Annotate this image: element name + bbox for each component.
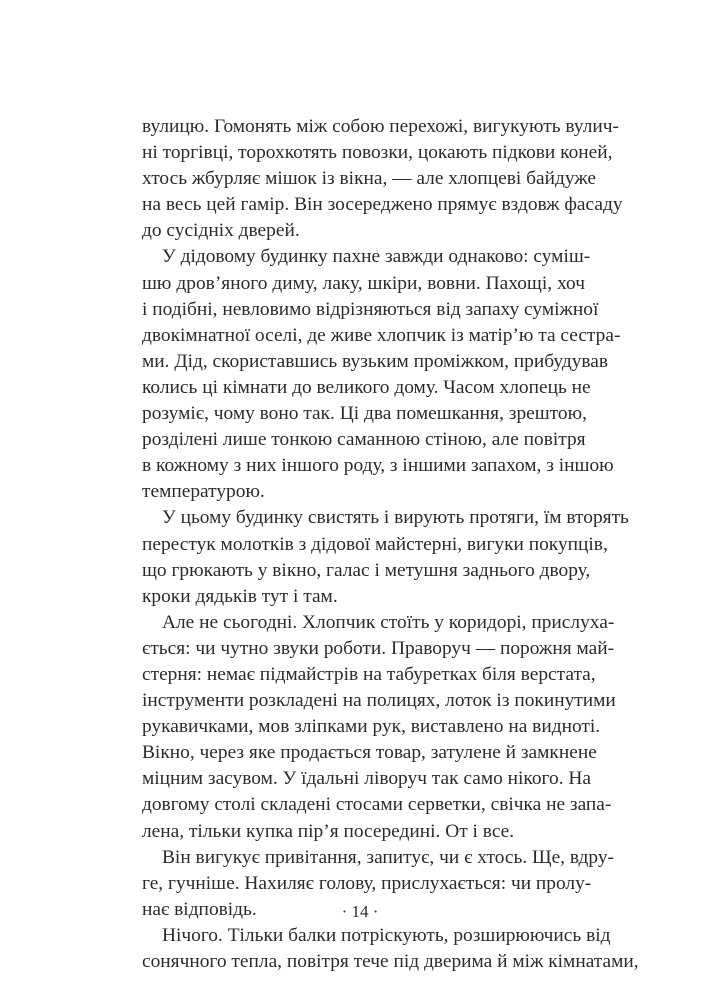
text-line: на весь цей гамір. Він зосереджено прямує вздовж фасаду	[142, 194, 623, 216]
text-line: міцним засувом. У їдальні ліворуч так само нікого. На	[142, 768, 592, 790]
text-line: довгому столі складені стосами серветки, свічка не запа-	[142, 794, 612, 816]
text-line: в кожному з них іншого роду, з іншими запахом, з іншою	[142, 455, 614, 477]
text-line: і подібні, невловимо відрізняються від запаху суміжної	[142, 298, 599, 320]
text-line: рукавичками, мов зліпками рук, виставлено на видноті.	[142, 716, 601, 738]
text-line: нає відповідь.	[142, 898, 257, 920]
text-line: до сусідніх дверей.	[142, 220, 300, 242]
text-line: стерня: немає підмайстрів на табуретках біля верстата,	[142, 663, 596, 685]
paragraph-6	[142, 923, 639, 975]
page-number: · 14 ·	[341, 902, 379, 921]
text-line: що грюкають у вікно, галас і метушня заднього двору,	[142, 559, 591, 581]
text-line: Але не сьогодні. Хлопчик стоїть у коридорі, прислуха-	[162, 611, 615, 633]
text-line: сонячного тепла, повітря тече під дверима й між кімнатами,	[142, 951, 639, 972]
text-line: ге, гучніше. Нахиляє голову, прислухається: чи пролу-	[142, 872, 592, 894]
text-line: розуміє, чому воно так. Ці два помешкання, зрештою,	[142, 403, 587, 425]
text-line: Він вигукує привітання, запитує, чи є хтось. Ще, вдру-	[162, 846, 615, 868]
text-line: розділені лише тонкою саманною стіною, але повітря	[142, 429, 586, 451]
text-line: ми. Дід, скориставшись вузьким проміжком, прибудував	[142, 350, 609, 372]
text-line: Нічого. Тільки балки потріскують, розширюючись від	[162, 924, 611, 946]
text-line: температурою.	[142, 481, 265, 503]
text-line: перестук молотків з дідової майстерні, вигуки покупців,	[142, 533, 608, 555]
text-line: У дідовому будинку пахне завжди однаково: суміш-	[162, 246, 591, 268]
text-line: кроки дядьків тут і там.	[142, 585, 338, 607]
text-line: хтось жбурляє мішок із вікна, — але хлопцеві байдуже	[142, 168, 597, 190]
text-line: ні торгівці, торохкотять повозки, цокають підкови коней,	[142, 142, 613, 164]
text-line: шю дров’яного диму, лаку, шкіри, вовни. Пахощі, хоч	[142, 272, 585, 294]
text-line: інструменти розкладені на полицях, лоток із покинутими	[142, 690, 616, 712]
text-line: лена, тільки купка пір’я посередині. От і все.	[142, 820, 515, 842]
text-line: Вікно, через яке продається товар, затулене й замкнене	[142, 742, 597, 764]
text-line: двокімнатної оселі, де живе хлопчик із матір’ю та сестра-	[142, 324, 621, 346]
paragraph-4	[142, 610, 616, 845]
text-line: У цьому будинку свистять і вирують протяги, їм вторять	[162, 507, 629, 529]
paragraph-1	[142, 114, 623, 244]
body-text	[142, 114, 639, 975]
text-line: ється: чи чутно звуки роботи. Праворуч — порожня май-	[142, 637, 615, 659]
text-line: вулицю. Гомонять між собою перехожі, вигукують вулич-	[142, 116, 619, 137]
paragraph-2	[142, 244, 621, 505]
text-line: колись ці кімнати до великого дому. Часом хлопець не	[142, 376, 591, 398]
paragraph-3	[142, 505, 629, 609]
